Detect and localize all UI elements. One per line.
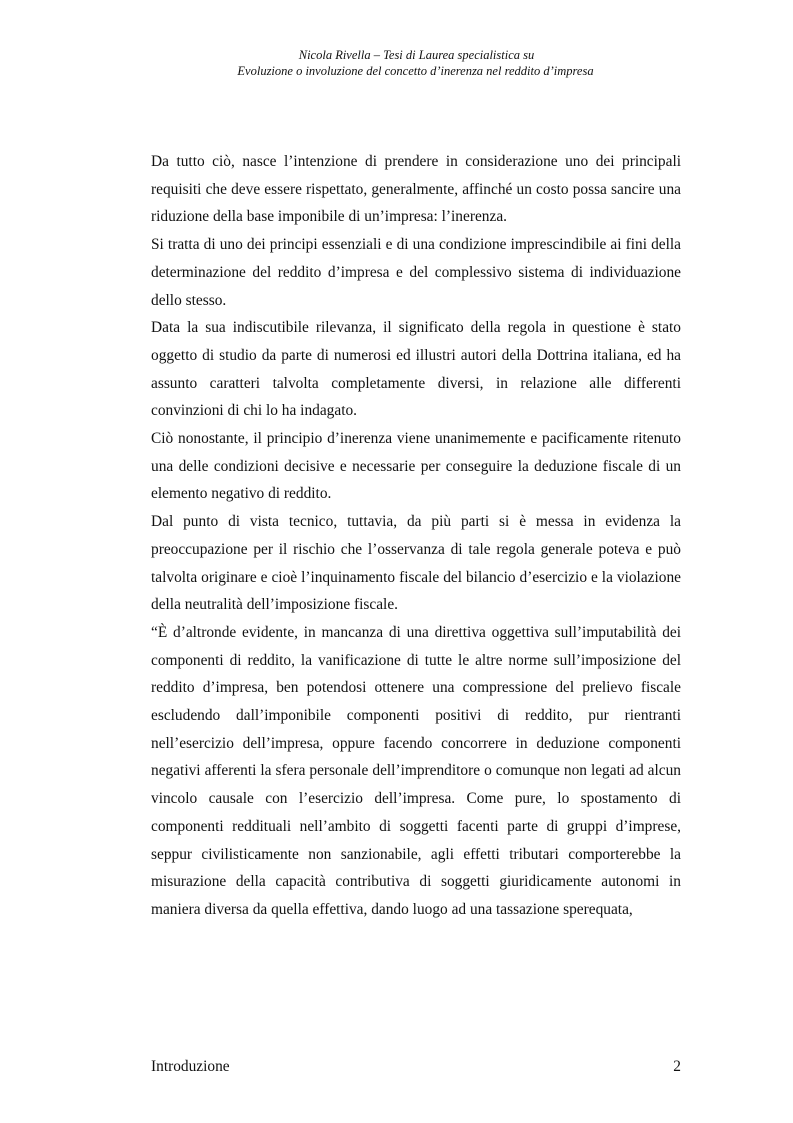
header-title-line: Evoluzione o involuzione del concetto d’inerenza nel reddito d’impresa (237, 64, 594, 78)
paragraph-3: Data la sua indiscutibile rilevanza, il significato della regola in questione è stato oggetto di studio da parte di numerosi ed illustri autori della Dottrina italiana, ed ha assunto caratteri talvolta completamente diversi, in relazione alle differenti convinzioni di chi lo ha indagato. (151, 319, 681, 420)
header-author-line: Nicola Rivella – Tesi di Laurea specialistica su (298, 48, 535, 62)
running-header (0, 47, 793, 79)
paragraph-1: Da tutto ciò, nasce l’intenzione di prendere in considerazione uno dei principali requisiti che deve essere rispettato, generalmente, affinché un costo possa sancire una riduzione della base imponibile di un’impresa: l’inerenza. (151, 153, 681, 226)
paragraph-5: Dal punto di vista tecnico, tuttavia, da più parti si è messa in evidenza la preoccupazione per il rischio che l’osservanza di tale regola generale poteva e può talvolta originare e cioè l’inquinamento fiscale del bilancio d’esercizio e la violazione della neutralità dell’imposizione fiscale. (151, 513, 681, 614)
footer-section-label: Introduzione (151, 1058, 230, 1075)
page-number: 2 (673, 1058, 681, 1075)
paragraph-6-quote: “È d’altronde evidente, in mancanza di una direttiva oggettiva sull’imputabilità dei componenti di reddito, la vanificazione di tutte le altre norme sull’imposizione del reddito d’impresa, ben potendosi ottenere una compressione del prelievo fiscale escludendo dall’imponibile componenti positivi di reddito, pur rientranti nell’esercizio dell’impresa, oppure facendo concorrere in deduzione componenti negativi afferenti la sfera personale dell’imprenditore o comunque non legati ad alcun vincolo causale con l’esercizio dell’impresa. Come pure, lo spostamento di componenti reddituali nell’ambito di soggetti facenti parte di gruppi d’imprese, seppur civilisticamente non sanzionabile, agli effetti tributari comporterebbe la misurazione della capacità contributiva di soggetti giuridicamente autonomi in maniera diversa da quella effettiva, dando luogo ad una tassazione sperequata, (151, 623, 681, 918)
paragraph-2: Si tratta di uno dei principi essenziali e di una condizione imprescindibile ai fini della determinazione del reddito d’impresa e del complessivo sistema di individuazione dello stesso. (151, 236, 681, 309)
paragraph-4: Ciò nonostante, il principio d’inerenza viene unanimemente e pacificamente ritenuto una delle condizioni decisive e necessarie per conseguire la deduzione fiscale di un elemento negativo di reddito. (151, 430, 681, 503)
body-text (151, 148, 681, 924)
